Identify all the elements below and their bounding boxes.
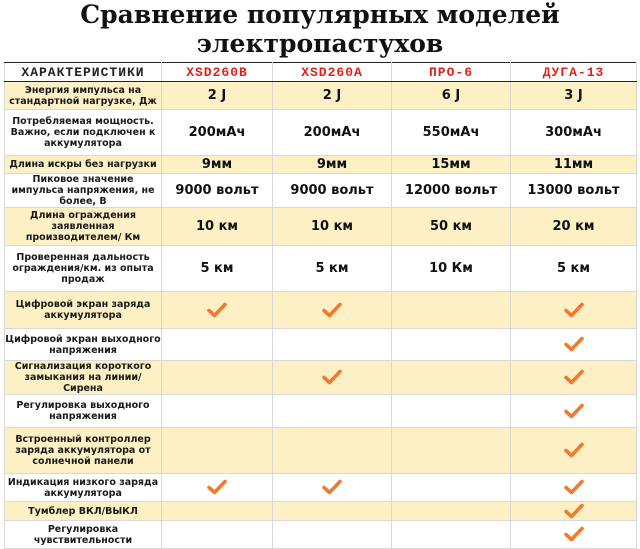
value-cell: 5 км xyxy=(511,246,637,292)
table-row xyxy=(5,502,637,521)
check-cell xyxy=(392,502,511,521)
value-cell: 2 J xyxy=(162,82,273,110)
header-model-duga13: ДУГА-13 xyxy=(511,63,637,82)
check-cell xyxy=(273,474,392,502)
value-cell: 2 J xyxy=(273,82,392,110)
header-model-xsd260b: XSD260B xyxy=(162,63,273,82)
check-cell xyxy=(162,361,273,395)
check-cell xyxy=(392,292,511,329)
row-label: Тумблер ВКЛ/ВЫКЛ xyxy=(5,502,162,521)
row-label: Проверенная дальность ограждения/км. из опыта продаж xyxy=(5,246,162,292)
table-row xyxy=(5,474,637,502)
check-cell xyxy=(511,474,637,502)
value-cell: 10 км xyxy=(273,208,392,246)
value-cell: 15мм xyxy=(392,156,511,174)
checkmark-icon xyxy=(207,302,227,318)
row-label: Регулировка чувствительности xyxy=(5,521,162,549)
value-cell: 10 Км xyxy=(392,246,511,292)
row-label: Индикация низкого заряда аккумулятора xyxy=(5,474,162,502)
value-cell: 9мм xyxy=(162,156,273,174)
value-cell: 11мм xyxy=(511,156,637,174)
checkmark-icon xyxy=(564,403,584,419)
value-cell: 12000 вольт xyxy=(392,174,511,208)
check-cell xyxy=(511,361,637,395)
row-label: Встроенный контроллер заряда аккумулятора от солнечной панели xyxy=(5,428,162,474)
page-title xyxy=(0,0,640,58)
check-cell xyxy=(162,329,273,361)
value-cell: 300мАч xyxy=(511,110,637,156)
check-cell xyxy=(511,395,637,428)
checkmark-icon xyxy=(564,526,584,542)
table-row xyxy=(5,292,637,329)
checkmark-icon xyxy=(322,302,342,318)
check-cell xyxy=(392,474,511,502)
value-cell: 9000 вольт xyxy=(162,174,273,208)
check-cell xyxy=(162,502,273,521)
check-cell xyxy=(273,395,392,428)
checkmark-icon xyxy=(564,369,584,385)
comparison-table xyxy=(4,62,637,549)
checkmark-icon xyxy=(322,369,342,385)
value-cell: 13000 вольт xyxy=(511,174,637,208)
check-cell xyxy=(392,428,511,474)
checkmark-icon xyxy=(564,336,584,352)
table-row xyxy=(5,82,637,110)
value-cell: 550мАч xyxy=(392,110,511,156)
check-cell xyxy=(273,329,392,361)
table-row xyxy=(5,428,637,474)
check-cell xyxy=(392,395,511,428)
check-cell xyxy=(511,329,637,361)
row-label: Длина ограждения заявленная производителем/ Км xyxy=(5,208,162,246)
check-cell xyxy=(273,361,392,395)
check-cell xyxy=(162,521,273,549)
row-label: Потребляемая мощность. Важно, если подключен к аккумулятора xyxy=(5,110,162,156)
value-cell: 3 J xyxy=(511,82,637,110)
check-cell xyxy=(392,361,511,395)
table-row xyxy=(5,208,637,246)
value-cell: 9000 вольт xyxy=(273,174,392,208)
value-cell: 50 км xyxy=(392,208,511,246)
value-cell: 6 J xyxy=(392,82,511,110)
table-row xyxy=(5,110,637,156)
row-label: Цифровой экран выходного напряжения xyxy=(5,329,162,361)
check-cell xyxy=(273,521,392,549)
value-cell: 200мАч xyxy=(273,110,392,156)
value-cell: 5 км xyxy=(273,246,392,292)
checkmark-icon xyxy=(564,302,584,318)
row-label: Энергия импульса на стандартной нагрузке, Дж xyxy=(5,82,162,110)
value-cell: 20 км xyxy=(511,208,637,246)
table-row xyxy=(5,156,637,174)
table-row xyxy=(5,521,637,549)
row-label: Регулировка выходного напряжения xyxy=(5,395,162,428)
checkmark-icon xyxy=(322,479,342,495)
check-cell xyxy=(511,502,637,521)
table-row xyxy=(5,174,637,208)
check-cell xyxy=(511,428,637,474)
check-cell xyxy=(162,474,273,502)
table-header-row xyxy=(5,63,637,82)
check-cell xyxy=(162,292,273,329)
checkmark-icon xyxy=(564,479,584,495)
check-cell xyxy=(273,502,392,521)
header-characteristics: ХАРАКТЕРИСТИКИ xyxy=(5,63,162,82)
title-line-1: Сравнение популярных моделей xyxy=(80,0,560,29)
check-cell xyxy=(511,521,637,549)
value-cell: 9мм xyxy=(273,156,392,174)
check-cell xyxy=(392,521,511,549)
row-label: Сигнализация короткого замыкания на линии/Сирена xyxy=(5,361,162,395)
check-cell xyxy=(162,428,273,474)
row-label: Цифровой экран заряда аккумулятора xyxy=(5,292,162,329)
checkmark-icon xyxy=(564,442,584,458)
check-cell xyxy=(273,292,392,329)
table-row xyxy=(5,361,637,395)
value-cell: 5 км xyxy=(162,246,273,292)
header-model-pro6: ПРО-6 xyxy=(392,63,511,82)
table-row xyxy=(5,246,637,292)
row-label: Длина искры без нагрузки xyxy=(5,156,162,174)
check-cell xyxy=(392,329,511,361)
check-cell xyxy=(162,395,273,428)
check-cell xyxy=(273,428,392,474)
table-row xyxy=(5,395,637,428)
checkmark-icon xyxy=(207,479,227,495)
check-cell xyxy=(511,292,637,329)
row-label: Пиковое значение импульса напряжения, не более, В xyxy=(5,174,162,208)
table-row xyxy=(5,329,637,361)
title-line-2: электропастухов xyxy=(196,29,444,58)
checkmark-icon xyxy=(564,503,584,519)
value-cell: 200мАч xyxy=(162,110,273,156)
value-cell: 10 км xyxy=(162,208,273,246)
table-body xyxy=(5,82,637,549)
header-model-xsd260a: XSD260A xyxy=(273,63,392,82)
